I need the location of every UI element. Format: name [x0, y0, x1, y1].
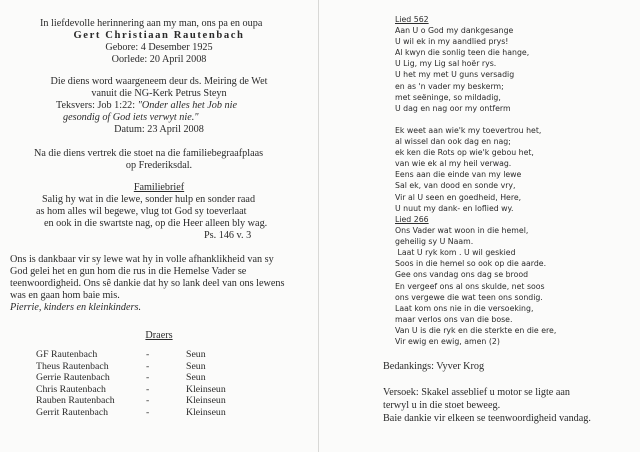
letter-line-2: as hom alles wil begewe, vlug tot God sy toeverlaat: [36, 206, 247, 217]
tribute-line-3: teenwoordigheid. Ons sê dankie dat hy so lank deel van ons lewens: [10, 278, 285, 289]
tribute-line-4: was en gaan hom baie mis.: [10, 290, 120, 301]
after-service-1: Na die diens vertrek die stoet na die familiebegraafplaas: [34, 148, 264, 159]
hymn-266-title: Lied 266: [395, 215, 429, 224]
hymn-line: U het my met U guns versadig: [395, 70, 515, 80]
scripture-line-1: [56, 100, 237, 112]
hymn-line: Aan U o God my dankgesange: [395, 26, 514, 36]
table-row: [36, 384, 226, 396]
bearer-dash: -: [146, 372, 150, 384]
hymn-line: al wissel dan ook dag en nag;: [395, 137, 511, 147]
table-row: [36, 372, 226, 384]
bearer-name: GF Rautenbach: [36, 349, 98, 360]
request-line-2: terwyl u in die stoet beweeg.: [383, 400, 501, 411]
hymn-line: maar verlos ons van die bose.: [395, 314, 513, 324]
hymn-line: Laat U ryk kom . U wil geskied: [395, 248, 516, 258]
bearer-name: Chris Rautenbach: [36, 383, 106, 395]
hymn-line: Vir ewig en ewig, amen (2): [395, 337, 500, 347]
bearer-role: Kleinseun: [186, 383, 226, 395]
bearer-dash: -: [146, 406, 150, 418]
hymn-line: Ons Vader wat woon in die hemel,: [395, 226, 529, 236]
tribute-signature: Pierrie, kinders en kleinkinders.: [10, 302, 141, 313]
hymn-line: U dag en nag oor my ontferm: [395, 103, 511, 113]
hymn-266: [395, 214, 556, 347]
deceased-name: Gert Christiaan Rautenbach: [73, 30, 245, 41]
bearer-role: Seun: [186, 372, 206, 384]
service-line-1: Die diens word waargeneem deur ds. Meiring de Wet: [50, 76, 268, 87]
right-page: [319, 0, 640, 452]
hymn-line: met seëninge, so mildadig,: [395, 92, 501, 102]
hymn-line: Laat kom ons nie in die versoeking,: [395, 303, 534, 313]
hymn-line: Al kwyn die sonlig teen die hange,: [395, 48, 530, 58]
after-service-2: op Frederiksdal.: [125, 160, 193, 171]
bearer-dash: -: [146, 395, 150, 407]
hymn-line: ek ken die Rots op wie'k gebou het,: [395, 148, 534, 158]
service-date: Datum: 23 April 2008: [114, 124, 204, 135]
bearer-name: Rauben Rautenbach: [36, 395, 115, 407]
intro-line: In liefdevolle herinnering aan my man, ons pa en oupa: [40, 18, 263, 29]
bearer-name: Gerrie Rautenbach: [36, 372, 110, 384]
scripture-quote-1: "Onder alles het Job nie: [137, 100, 237, 111]
birth-date: Gebore: 4 Desember 1925: [105, 42, 213, 53]
bearer-dash: -: [146, 360, 150, 372]
letter-reference: Ps. 146 v. 3: [204, 230, 252, 241]
hymn-562-title: Lied 562: [395, 15, 429, 24]
hymn-line: en as 'n vader my beskerm;: [395, 81, 504, 91]
bearer-role: Seun: [186, 349, 206, 360]
hymn-line: Vir al U seen en goedheid, Here,: [395, 192, 522, 202]
hymn-line: geheilig sy U Naam.: [395, 237, 474, 247]
table-row: [36, 407, 226, 419]
stanza-gap: [395, 114, 541, 125]
hymn-line: ons vergewe die wat teen ons sondig.: [395, 292, 543, 302]
request-line-3: Baie dankie vir elkeen se teenwoordigheid vandag.: [383, 413, 591, 424]
bearers-table: [36, 349, 226, 419]
table-row: [36, 361, 226, 373]
bearers-heading: Draers: [145, 330, 173, 341]
table-row: [36, 349, 226, 361]
hymn-line: Soos in die hemel so ook op die aarde.: [395, 259, 547, 269]
hymn-line: Sal ek, van dood en sonde vry,: [395, 181, 516, 191]
bearer-name: Gerrit Rautenbach: [36, 406, 109, 418]
bearer-role: Kleinseun: [186, 395, 226, 407]
bearer-name: Theus Rautenbach: [36, 360, 109, 372]
request-line-1: Versoek: Skakel asseblief u motor se ligte aan: [383, 387, 570, 398]
left-page: [0, 0, 318, 452]
bearer-role: Kleinseun: [186, 406, 226, 418]
hymn-line: U Lig, my Lig sal hoër rys.: [395, 59, 497, 69]
table-row: [36, 395, 226, 407]
tribute-line-2: God gelei het en gun hom die rus in die Hemelse Vader se: [10, 266, 247, 277]
hymn-line: van wie ek al my heil verwag.: [395, 159, 512, 169]
scripture-label: Teksvers: Job 1:22:: [56, 100, 138, 111]
bearer-dash: -: [146, 383, 150, 395]
bearer-role: Seun: [186, 360, 206, 372]
letter-line-3: en ook in die swartste nag, op die Heer alleen bly wag.: [44, 218, 268, 229]
hymn-562: [395, 14, 541, 214]
hymn-line: U nuut my dank- en loflied wy.: [395, 203, 514, 213]
hymn-line: Ek weet aan wie'k my toevertrou het,: [395, 125, 542, 135]
hymn-line: Eens aan die einde van my lewe: [395, 170, 522, 180]
hymn-line: En vergeef ons al ons skulde, net soos: [395, 281, 545, 291]
death-date: Oorlede: 20 April 2008: [111, 54, 207, 65]
hymn-line: U wil ek in my aandlied prys!: [395, 37, 509, 47]
hymn-line: Van U is die ryk en die sterkte en die ere,: [395, 325, 557, 335]
tribute-line-1: Ons is dankbaar vir sy lewe wat hy in volle afhanklikheid van sy: [10, 254, 274, 265]
scripture-quote-2: gesondig of God iets verwyt nie.": [63, 112, 199, 123]
letter-line-1: Salig hy wat in die lewe, sonder hulp en sonder raad: [42, 194, 256, 205]
acknowledgements: Bedankings: Vyver Krog: [383, 361, 485, 372]
family-letter-heading: Familiebrief: [133, 182, 185, 193]
service-line-2: vanuit die NG-Kerk Petrus Steyn: [91, 88, 227, 99]
bearer-dash: -: [146, 349, 150, 360]
hymn-line: Gee ons vandag ons dag se brood: [395, 270, 529, 280]
